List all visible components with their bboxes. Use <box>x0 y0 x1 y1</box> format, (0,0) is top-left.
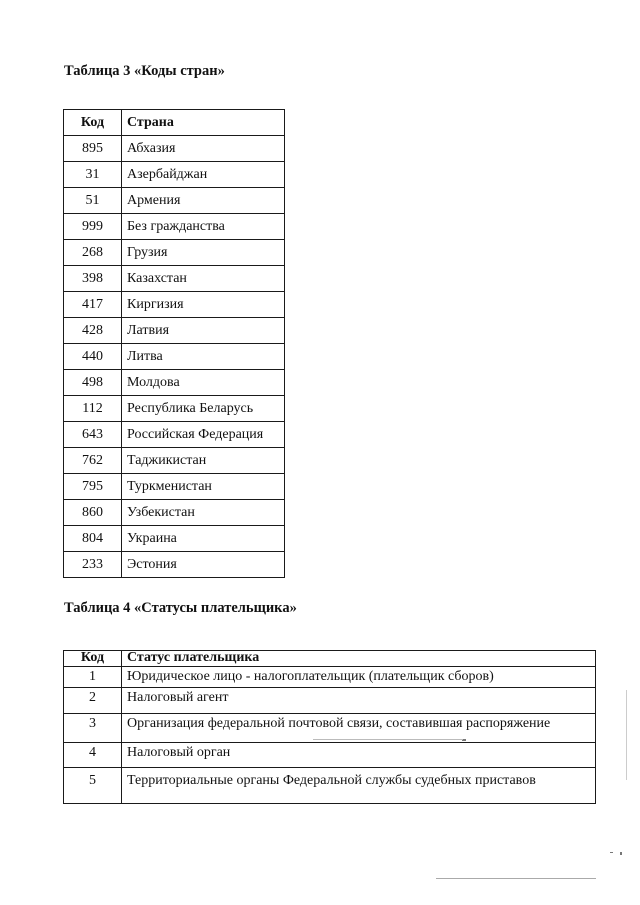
country-codes-table <box>63 109 285 578</box>
country-name-cell: Туркменистан <box>122 474 285 500</box>
country-name-cell: Казахстан <box>122 266 285 292</box>
country-code-cell: 804 <box>64 526 122 552</box>
table4-title: Таблица 4 «Статусы плательщика» <box>64 600 297 616</box>
table-row <box>64 768 596 804</box>
status-code-cell: 3 <box>64 714 122 743</box>
column-header-code: Код <box>64 651 122 667</box>
scan-mark <box>620 852 622 855</box>
table-row <box>64 344 285 370</box>
column-header-country: Страна <box>122 110 285 136</box>
country-name-cell: Таджикистан <box>122 448 285 474</box>
status-name-cell: Налоговый орган <box>122 743 596 768</box>
table-row <box>64 240 285 266</box>
table-row <box>64 688 596 714</box>
country-name-cell: Российская Федерация <box>122 422 285 448</box>
table3-title: Таблица 3 «Коды стран» <box>64 63 225 79</box>
table-row <box>64 667 596 688</box>
table-header-row <box>64 110 285 136</box>
country-name-cell: Азербайджан <box>122 162 285 188</box>
country-code-cell: 31 <box>64 162 122 188</box>
table-row <box>64 292 285 318</box>
table-row <box>64 318 285 344</box>
country-name-cell: Грузия <box>122 240 285 266</box>
table-row <box>64 370 285 396</box>
table-row <box>64 162 285 188</box>
table-row <box>64 136 285 162</box>
table-row <box>64 714 596 743</box>
country-code-cell: 895 <box>64 136 122 162</box>
country-code-cell: 999 <box>64 214 122 240</box>
table-row <box>64 422 285 448</box>
country-code-cell: 233 <box>64 552 122 578</box>
country-name-cell: Без гражданства <box>122 214 285 240</box>
country-name-cell: Республика Беларусь <box>122 396 285 422</box>
table-row <box>64 743 596 768</box>
country-name-cell: Эстония <box>122 552 285 578</box>
country-name-cell: Узбекистан <box>122 500 285 526</box>
status-name-cell: Территориальные органы Федеральной службы судебных приставов <box>122 768 596 804</box>
table-row <box>64 552 285 578</box>
status-code-cell: 1 <box>64 667 122 688</box>
country-code-cell: 440 <box>64 344 122 370</box>
table-row <box>64 214 285 240</box>
table-row <box>64 396 285 422</box>
table-row <box>64 526 285 552</box>
status-code-cell: 2 <box>64 688 122 714</box>
country-code-cell: 428 <box>64 318 122 344</box>
status-code-cell: 4 <box>64 743 122 768</box>
country-code-cell: 417 <box>64 292 122 318</box>
country-name-cell: Латвия <box>122 318 285 344</box>
scan-mark <box>610 852 613 853</box>
country-name-cell: Киргизия <box>122 292 285 318</box>
country-name-cell: Молдова <box>122 370 285 396</box>
country-name-cell: Литва <box>122 344 285 370</box>
country-code-cell: 51 <box>64 188 122 214</box>
country-code-cell: 795 <box>64 474 122 500</box>
country-code-cell: 398 <box>64 266 122 292</box>
table-row <box>64 474 285 500</box>
column-header-status: Статус плательщика <box>122 651 596 667</box>
status-code-cell: 5 <box>64 768 122 804</box>
payer-status-table <box>63 650 596 804</box>
country-name-cell: Украина <box>122 526 285 552</box>
country-code-cell: 762 <box>64 448 122 474</box>
status-name-cell: Налоговый агент <box>122 688 596 714</box>
scan-mark <box>626 690 627 780</box>
country-name-cell: Абхазия <box>122 136 285 162</box>
table-row <box>64 500 285 526</box>
table-row <box>64 188 285 214</box>
country-code-cell: 643 <box>64 422 122 448</box>
country-code-cell: 498 <box>64 370 122 396</box>
scan-mark <box>436 878 596 879</box>
country-name-cell: Армения <box>122 188 285 214</box>
status-name-cell: Организация федеральной почтовой связи, составившая распоряжение <box>122 714 596 743</box>
table-row <box>64 448 285 474</box>
country-code-cell: 860 <box>64 500 122 526</box>
table-row <box>64 266 285 292</box>
table-header-row <box>64 651 596 667</box>
status-name-cell: Юридическое лицо - налогоплательщик (плательщик сборов) <box>122 667 596 688</box>
column-header-code: Код <box>64 110 122 136</box>
country-code-cell: 268 <box>64 240 122 266</box>
country-code-cell: 112 <box>64 396 122 422</box>
